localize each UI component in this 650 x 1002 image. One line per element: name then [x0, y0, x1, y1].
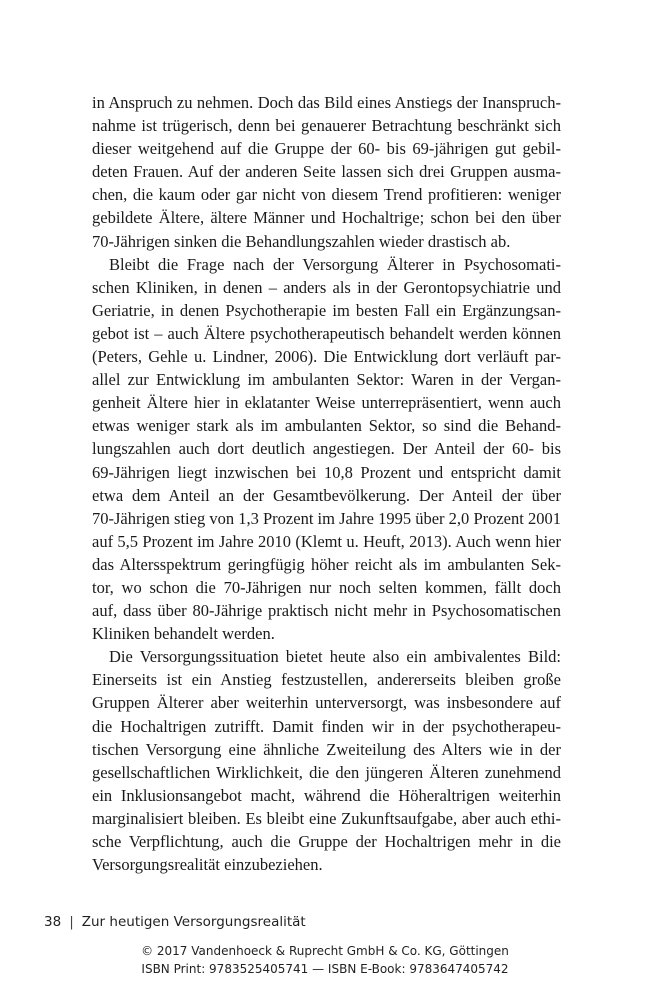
text-line: (Peters, Gehle u. Lindner, 2006). Die Entwicklung dort verläuft par- — [92, 347, 561, 367]
text-line: nahme ist trügerisch, denn bei genauerer Betrachtung beschränkt sich — [92, 116, 561, 136]
text-line: Versorgungsrealität einzubeziehen. — [92, 855, 323, 875]
text-line: schen Kliniken, in denen – anders als in der Gerontopsychiatrie und — [92, 277, 561, 297]
text-line: 70-Jährigen stieg von 1,3 Prozent im Jahre 1995 über 2,0 Prozent 2001 — [92, 508, 561, 528]
text-line: gesellschaftlichen Wirklichkeit, die den jüngeren Älteren zunehmend — [92, 762, 561, 782]
text-line: tischen Versorgung eine ähnliche Zweiteilung des Alters wie in der — [92, 739, 561, 759]
text-line: Bleibt die Frage nach der Versorgung Älterer in Psychosomati- — [109, 254, 561, 274]
text-line: das Altersspektrum geringfügig höher reicht als im ambulanten Sek- — [92, 554, 561, 574]
text-line: Die Versorgungssituation bietet heute also ein ambivalentes Bild: — [109, 647, 561, 667]
text-line: ein Inklusionsangebot macht, während die Höheraltrigen weiterhin — [92, 785, 561, 805]
text-line: die Hochaltrigen zutrifft. Damit finden wir in der psychotherapeu- — [92, 716, 561, 736]
text-line: auf 5,5 Prozent im Jahre 2010 (Klemt u. Heuft, 2013). Auch wenn hier — [92, 531, 561, 551]
page-footer — [44, 914, 306, 930]
text-line: Geriatrie, in denen Psychotherapie im besten Fall ein Ergänzungsan- — [92, 300, 561, 320]
text-line: Gruppen Älterer aber weiterhin unterversorgt, was insbesondere auf — [92, 693, 561, 713]
text-line: 70-Jährigen sinken die Behandlungszahlen wieder drastisch ab. — [92, 231, 511, 251]
text-line: auf, dass über 80-Jährige praktisch nicht mehr in Psychosomatischen — [92, 601, 561, 621]
running-title: Zur heutigen Versorgungsrealität — [81, 914, 306, 930]
text-line: genheit Ältere hier in eklatanter Weise unterrepräsentiert, wenn auch — [92, 393, 561, 413]
text-line: 69-Jährigen liegt inzwischen bei 10,8 Prozent und entspricht damit — [92, 462, 561, 482]
text-line: allel zur Entwicklung im ambulanten Sektor: Waren in der Vergan- — [92, 370, 561, 390]
text-line: etwas weniger stark als im ambulanten Sektor, so sind die Behand- — [92, 416, 561, 436]
text-line: Kliniken behandelt werden. — [92, 624, 275, 644]
text-line: dieser weitgehend auf die Gruppe der 60- bis 69-jährigen gut gebil- — [92, 139, 561, 159]
page-number: 38 — [44, 914, 62, 930]
text-line: marginalisiert bleiben. Es bleibt eine Zukunftsaufgabe, aber auch ethi- — [92, 808, 561, 828]
text-line: etwa dem Anteil an der Gesamtbevölkerung. Der Anteil der über — [92, 485, 561, 505]
text-line: lungszahlen auch dort deutlich angestiegen. Der Anteil der 60- bis — [92, 439, 561, 459]
text-line: deten Frauen. Auf der anderen Seite lassen sich drei Gruppen ausma- — [92, 162, 561, 182]
text-line: Einerseits ist ein Anstieg festzustellen, andererseits bleiben große — [92, 670, 561, 690]
body-text — [92, 91, 561, 876]
text-line: tor, wo schon die 70-Jährigen nur noch selten kommen, fällt doch — [92, 577, 561, 597]
isbn-notice: ISBN Print: 9783525405741 — ISBN E-Book: 9783647405742 — [141, 962, 509, 976]
text-line: gebildete Ältere, ältere Männer und Hochaltrige; schon bei den über — [92, 208, 561, 228]
text-line: sche Verpflichtung, auch die Gruppe der Hochaltrigen mehr in die — [92, 832, 561, 851]
text-line: gebot ist – auch Ältere psychotherapeutisch behandelt werden können — [92, 323, 561, 343]
copyright-notice: © 2017 Vandenhoeck & Ruprecht GmbH & Co. KG, Göttingen — [141, 944, 509, 958]
footer-separator: | — [69, 914, 74, 930]
text-line: chen, die kaum oder gar nicht von diesem Trend profitieren: weniger — [92, 185, 561, 205]
text-line: in Anspruch zu nehmen. Doch das Bild eines Anstiegs der Inanspruch- — [92, 93, 561, 112]
